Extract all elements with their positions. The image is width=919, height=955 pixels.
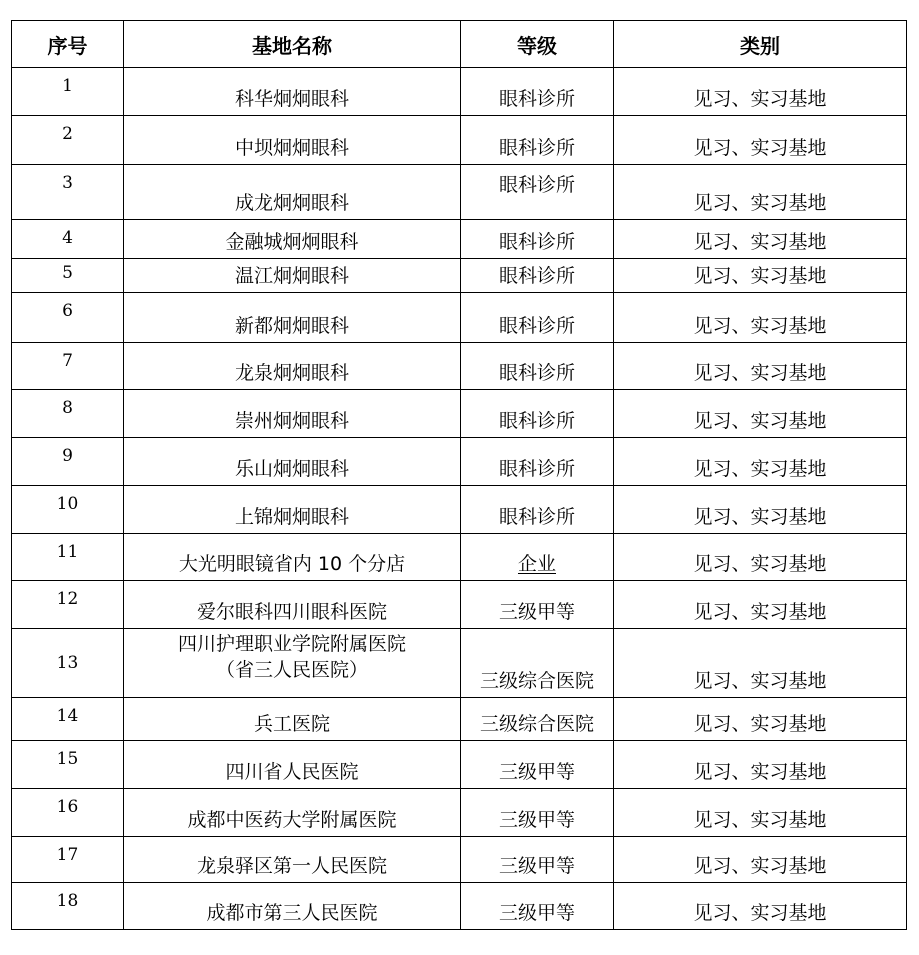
cell-category: 见习、实习基地 — [614, 390, 907, 438]
header-no: 序号 — [12, 21, 124, 68]
table-row — [12, 116, 907, 165]
table-row — [12, 486, 907, 534]
cell-name: 爱尔眼科四川眼科医院 — [124, 581, 461, 629]
table-row — [12, 534, 907, 581]
base-table-container — [11, 20, 907, 930]
cell-no: 10 — [12, 486, 124, 534]
cell-level: 眼科诊所 — [461, 293, 614, 343]
cell-no: 6 — [12, 293, 124, 343]
cell-name: 温江炯炯眼科 — [124, 259, 461, 293]
cell-name — [124, 629, 461, 698]
cell-no: 13 — [12, 629, 124, 698]
cell-level: 三级综合医院 — [461, 629, 614, 698]
cell-category: 见习、实习基地 — [614, 68, 907, 116]
cell-name: 科华炯炯眼科 — [124, 68, 461, 116]
cell-no: 11 — [12, 534, 124, 581]
name-line: 四川护理职业学院附属医院 — [177, 633, 406, 655]
cell-name: 新都炯炯眼科 — [124, 293, 461, 343]
cell-level: 三级甲等 — [461, 581, 614, 629]
cell-category: 见习、实习基地 — [614, 116, 907, 165]
cell-category: 见习、实习基地 — [614, 698, 907, 741]
cell-level: 三级甲等 — [461, 837, 614, 883]
cell-no: 9 — [12, 438, 124, 486]
table-row — [12, 259, 907, 293]
table-row — [12, 837, 907, 883]
cell-no: 15 — [12, 741, 124, 789]
cell-no: 2 — [12, 116, 124, 165]
cell-category: 见习、实习基地 — [614, 883, 907, 930]
cell-no: 17 — [12, 837, 124, 883]
cell-name: 兵工医院 — [124, 698, 461, 741]
cell-no: 8 — [12, 390, 124, 438]
table-row — [12, 789, 907, 837]
cell-level: 三级甲等 — [461, 789, 614, 837]
cell-category: 见习、实习基地 — [614, 165, 907, 220]
table-row — [12, 220, 907, 259]
cell-level: 眼科诊所 — [461, 165, 614, 220]
table-row — [12, 165, 907, 220]
header-category: 类别 — [614, 21, 907, 68]
table-row — [12, 390, 907, 438]
name-line: （省三人民医院） — [215, 659, 368, 681]
cell-name: 成龙炯炯眼科 — [124, 165, 461, 220]
cell-level — [461, 534, 614, 581]
cell-name: 四川省人民医院 — [124, 741, 461, 789]
cell-level: 眼科诊所 — [461, 438, 614, 486]
level-text: 企业 — [517, 553, 556, 575]
cell-name: 崇州炯炯眼科 — [124, 390, 461, 438]
cell-level: 三级甲等 — [461, 883, 614, 930]
cell-no: 12 — [12, 581, 124, 629]
cell-category: 见习、实习基地 — [614, 629, 907, 698]
table-row — [12, 581, 907, 629]
header-name: 基地名称 — [124, 21, 461, 68]
table-row — [12, 698, 907, 741]
cell-category: 见习、实习基地 — [614, 741, 907, 789]
cell-level: 眼科诊所 — [461, 220, 614, 259]
cell-name: 金融城炯炯眼科 — [124, 220, 461, 259]
cell-category: 见习、实习基地 — [614, 220, 907, 259]
cell-level: 三级综合医院 — [461, 698, 614, 741]
table-row — [12, 438, 907, 486]
cell-level: 眼科诊所 — [461, 486, 614, 534]
cell-no: 3 — [12, 165, 124, 220]
header-level: 等级 — [461, 21, 614, 68]
table-row — [12, 883, 907, 930]
cell-category: 见习、实习基地 — [614, 486, 907, 534]
table-row — [12, 68, 907, 116]
cell-category: 见习、实习基地 — [614, 293, 907, 343]
cell-category: 见习、实习基地 — [614, 581, 907, 629]
cell-no: 7 — [12, 343, 124, 390]
cell-no: 4 — [12, 220, 124, 259]
cell-no: 14 — [12, 698, 124, 741]
cell-no: 1 — [12, 68, 124, 116]
cell-level: 眼科诊所 — [461, 343, 614, 390]
cell-no: 16 — [12, 789, 124, 837]
cell-category: 见习、实习基地 — [614, 259, 907, 293]
table-row — [12, 343, 907, 390]
cell-level: 三级甲等 — [461, 741, 614, 789]
table-row — [12, 629, 907, 698]
cell-no: 18 — [12, 883, 124, 930]
cell-name: 大光明眼镜省内 10 个分店 — [124, 534, 461, 581]
table-header-row — [12, 21, 907, 68]
cell-category: 见习、实习基地 — [614, 837, 907, 883]
cell-category: 见习、实习基地 — [614, 789, 907, 837]
cell-level: 眼科诊所 — [461, 390, 614, 438]
cell-name: 成都市第三人民医院 — [124, 883, 461, 930]
cell-category: 见习、实习基地 — [614, 343, 907, 390]
cell-level: 眼科诊所 — [461, 68, 614, 116]
cell-level: 眼科诊所 — [461, 259, 614, 293]
cell-name: 乐山炯炯眼科 — [124, 438, 461, 486]
cell-no: 5 — [12, 259, 124, 293]
table-row — [12, 293, 907, 343]
table-row — [12, 741, 907, 789]
cell-level: 眼科诊所 — [461, 116, 614, 165]
cell-name: 龙泉驿区第一人民医院 — [124, 837, 461, 883]
cell-name: 龙泉炯炯眼科 — [124, 343, 461, 390]
cell-name: 成都中医药大学附属医院 — [124, 789, 461, 837]
cell-name: 中坝炯炯眼科 — [124, 116, 461, 165]
practice-base-table — [11, 20, 907, 930]
cell-name: 上锦炯炯眼科 — [124, 486, 461, 534]
cell-category: 见习、实习基地 — [614, 534, 907, 581]
cell-category: 见习、实习基地 — [614, 438, 907, 486]
